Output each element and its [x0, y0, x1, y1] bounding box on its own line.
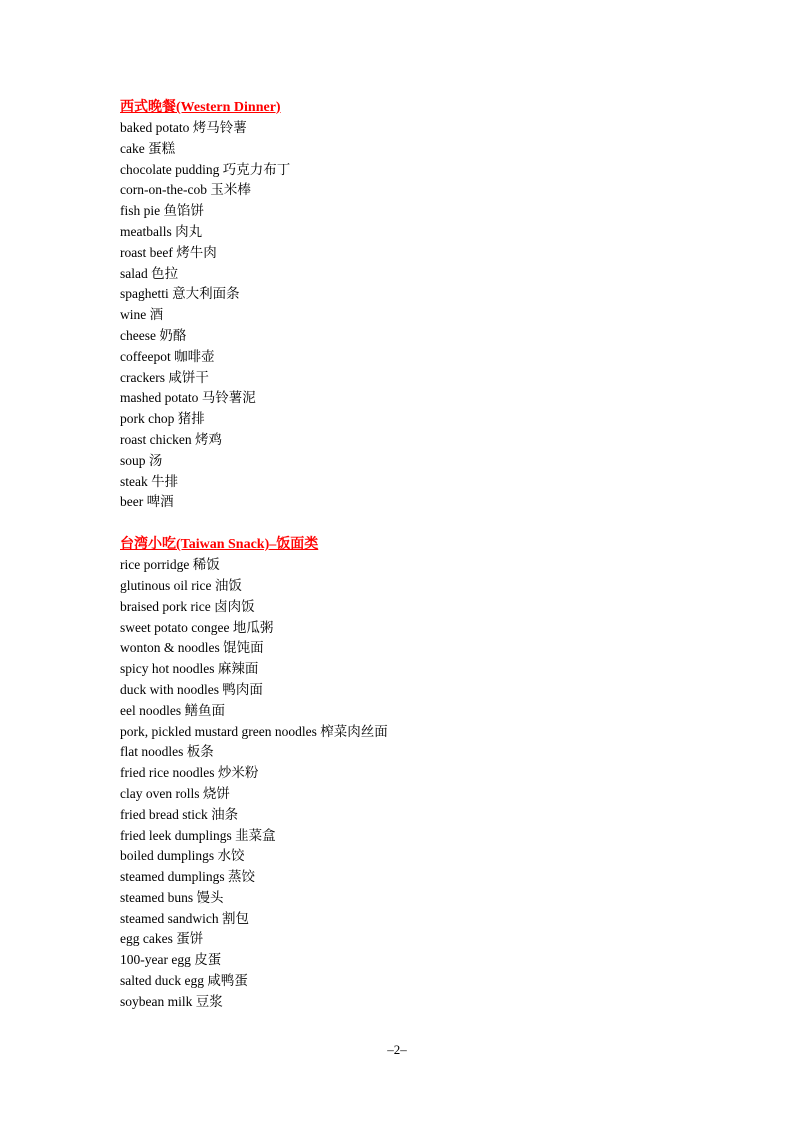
list-item: steamed buns 馒头: [120, 889, 224, 905]
list-item: clay oven rolls 烧饼: [120, 785, 230, 801]
list-item: glutinous oil rice 油饭: [120, 577, 242, 593]
list-item: egg cakes 蛋饼: [120, 931, 204, 947]
list-item: spicy hot noodles 麻辣面: [120, 661, 259, 677]
list-item: boiled dumplings 水饺: [120, 848, 245, 864]
list-item: pork, pickled mustard green noodles 榨菜肉丝面: [120, 723, 388, 739]
section-title: 西式晚餐(Western Dinner): [120, 100, 281, 115]
list-item: corn-on-the-cob 玉米棒: [120, 182, 251, 198]
list-item: fried leek dumplings 韭菜盒: [120, 827, 276, 843]
list-item: steamed sandwich 割包: [120, 910, 249, 926]
list-item: roast chicken 烤鸡: [120, 431, 222, 447]
list-item: spaghetti 意大利面条: [120, 286, 240, 302]
list-item: rice porridge 稀饭: [120, 557, 220, 573]
list-item: coffeepot 咖啡壶: [120, 348, 215, 364]
list-item: braised pork rice 卤肉饭: [120, 598, 255, 614]
section-taiwan-snack: [120, 534, 720, 1013]
list-item: fish pie 鱼馅饼: [120, 203, 204, 219]
list-item: wine 酒: [120, 307, 164, 323]
list-item: meatballs 肉丸: [120, 223, 203, 239]
list-item: flat noodles 板条: [120, 744, 214, 760]
list-item: soup 汤: [120, 452, 163, 468]
list-item: fried rice noodles 炒米粉: [120, 765, 259, 781]
list-item: cheese 奶酪: [120, 327, 187, 343]
section-title: 台湾小吃(Taiwan Snack)–饭面类: [120, 537, 319, 553]
list-item: 100-year egg 皮蛋: [120, 952, 222, 968]
section-western-dinner: [120, 97, 720, 513]
list-item: baked potato 烤马铃薯: [120, 120, 247, 135]
list-item: pork chop 猪排: [120, 411, 205, 427]
list-item: sweet potato congee 地瓜粥: [120, 619, 274, 635]
list-item: salted duck egg 咸鸭蛋: [120, 973, 248, 989]
list-item: mashed potato 马铃薯泥: [120, 390, 256, 406]
list-item: duck with noodles 鸭肉面: [120, 681, 263, 697]
list-item: wonton & noodles 馄饨面: [120, 640, 264, 656]
list-item: fried bread stick 油条: [120, 806, 239, 822]
document-body: [120, 97, 720, 1013]
list-item: steak 牛排: [120, 473, 179, 489]
list-item: cake 蛋糕: [120, 140, 176, 156]
section-gap: [120, 513, 720, 534]
list-item: crackers 咸饼干: [120, 369, 209, 385]
list-item: eel noodles 鳝鱼面: [120, 702, 225, 718]
list-item: beer 啤酒: [120, 494, 174, 510]
list-item: roast beef 烤牛肉: [120, 244, 217, 260]
list-item: steamed dumplings 蒸饺: [120, 869, 255, 885]
list-item: chocolate pudding 巧克力布丁: [120, 161, 291, 177]
page-number: –2–: [387, 1042, 407, 1057]
list-item: salad 色拉: [120, 265, 179, 281]
list-item: soybean milk 豆浆: [120, 993, 223, 1009]
